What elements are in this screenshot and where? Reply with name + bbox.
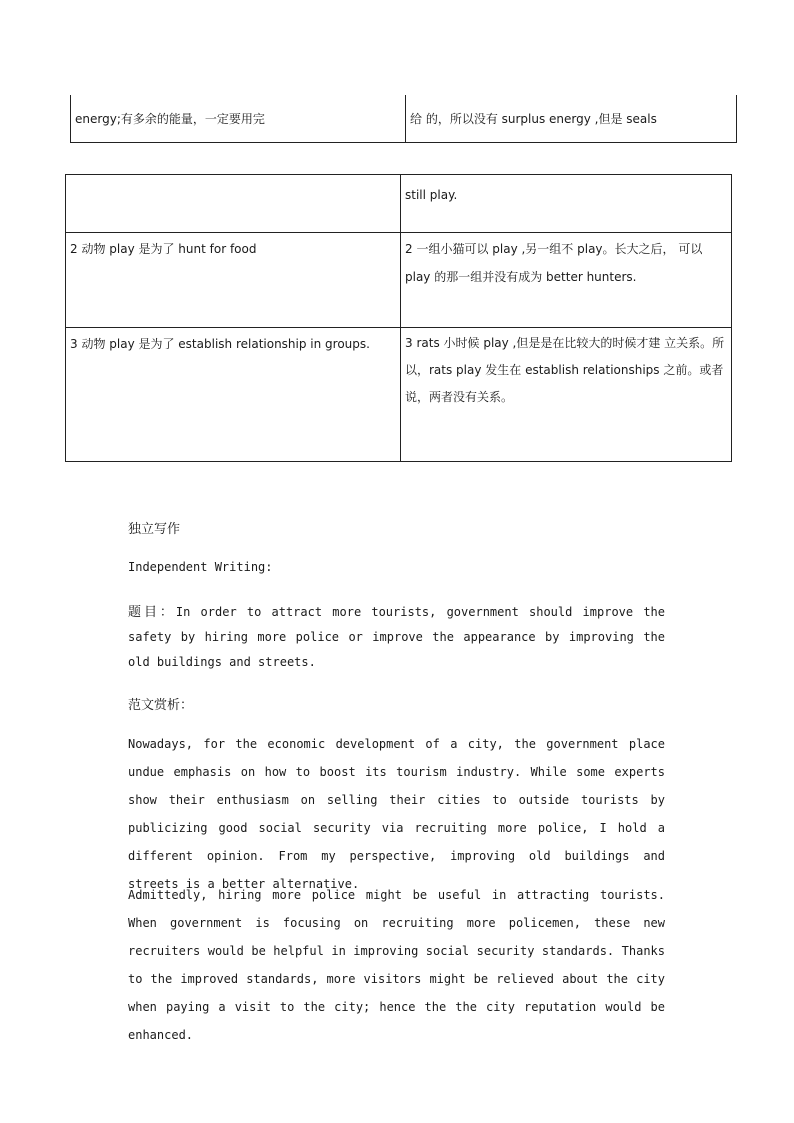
table-cell-right: still play. <box>401 175 732 233</box>
table-row <box>66 328 732 462</box>
table-row <box>66 175 732 233</box>
comparison-table-top <box>70 95 737 143</box>
prompt-text: In order to attract more tourists, government should improve the safety by hiring more police or improve the appearance by improving the old buildings and streets. <box>128 605 665 669</box>
table-cell-left <box>66 175 401 233</box>
table-cell-right: 2 一组小猫可以 play ,另一组不 play。长大之后， 可以 play 的那一组并没有成为 better hunters. <box>401 233 732 328</box>
table-row <box>66 233 732 328</box>
paragraph-text: Nowadays, for the economic development of a city, the government place undue emphasis on how to boost its tourism industry. While some experts show their enthusiasm on selling their cities to outside tourists by publicizing good social security via recruiting more police, I hold a different opinion. From my perspective, improving old buildings and streets is a better alternative. <box>128 737 665 891</box>
essay-paragraph-2 <box>128 881 665 1049</box>
table-cell-right: 给 的，所以没有 surplus energy ,但是 seals <box>406 95 737 143</box>
table-cell-right: 3 rats 小时候 play ,但是是在比较大的时候才建 立关系。所以，rats play 发生在 establish relationships 之前。或者说，两者没有关系。 <box>401 328 732 462</box>
section-title-cn: 独立写作 <box>128 522 181 537</box>
essay-paragraph-1 <box>128 730 665 898</box>
table-cell-left: 3 动物 play 是为了 establish relationship in groups. <box>66 328 401 462</box>
prompt-label: 题目： <box>128 605 176 620</box>
table-cell-left: energy;有多余的能量，一定要用完 <box>71 95 406 143</box>
sample-essay-label: 范文赏析： <box>128 698 194 713</box>
comparison-table-main <box>65 174 732 462</box>
paragraph-text: Admittedly, hiring more police might be useful in attracting tourists. When government is focusing on recruiting more policemen, these new recruiters would be helpful in improving social security standards. Thanks to the improved standards, more visitors might be relieved about the city when paying a visit to the city; hence the the city reputation would be enhanced. <box>128 888 665 1042</box>
section-title-en: Independent Writing: <box>128 560 273 574</box>
table-row <box>71 95 737 143</box>
table-cell-left: 2 动物 play 是为了 hunt for food <box>66 233 401 328</box>
writing-prompt <box>128 600 665 675</box>
